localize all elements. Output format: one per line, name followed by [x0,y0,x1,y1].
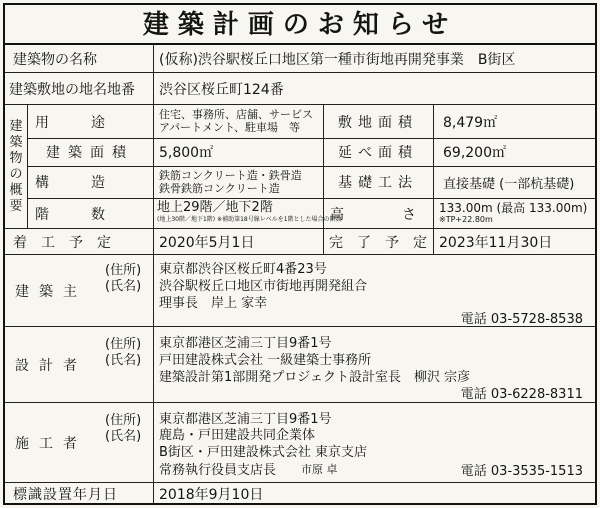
overview-block [5,105,595,229]
contractor-tel: 電話 03-3535-1513 [460,464,583,479]
contractor-branch: B街区・戸田建設株式会社 東京支店 [159,445,368,460]
owner-label: 建築主 [15,284,87,300]
designer-address: 東京都港区芝浦三丁目9番1号 [159,336,332,351]
contractor-name: 鹿島・戸田建設共同企業体 [159,428,316,443]
designer-block: 設計者 (住所) (氏名) 東京都港区芝浦三丁目9番1号 戸田建設株式会社 一級建築士事務所 建築設計第1部開発プロジェクト設計室長 柳沢 宗彦 電話 03-6228-8311 [5,327,595,403]
completion-label: 完 了 予 定 [329,234,427,251]
floors-note: (地上30階／地下1階) ※補助第18号線レベルを1階とした場合の階数 [157,216,342,223]
contractor-address: 東京都港区芝浦三丁目9番1号 [159,412,332,427]
designer-label: 設計者 [15,358,87,374]
row-schedule [5,229,595,255]
row-building-name [5,45,595,73]
designer-tel: 電話 03-6228-8311 [460,387,583,402]
notice-board [3,3,597,505]
height-value: 133.00m (最高 133.00m) ※TP+22.80m [439,201,595,229]
overview-label: 建 築 物 の 概 要 [9,118,23,214]
foundation-label: 基礎工法 [338,175,418,191]
foundation-value: 直接基礎 (一部杭基礎) [443,176,575,192]
start-value: 2020年5月1日 [159,234,255,251]
site-address-value: 渋谷区桜丘町124番 [159,81,284,98]
height-label: 高 さ [330,206,426,223]
owner-name: 渋谷駅桜丘口地区市街地再開発組合 [159,279,368,294]
completion-value: 2023年11月30日 [439,234,553,251]
floors-label: 階 数 [35,206,105,223]
contractor-block: 施工者 (住所) (氏名) 東京都港区芝浦三丁目9番1号 鹿島・戸田建設共同企業体 B街区・戸田建設株式会社 東京支店 常務執行役員支店長 市原 卓 電話 03-3535-1513 [5,403,595,483]
contractor-title: 常務執行役員支店長 [159,463,277,478]
site-area-value: 8,479㎡ [443,114,498,131]
sign-date-label: 標識設置年月日 [13,487,118,503]
building-name-value: (仮称)渋谷駅桜丘口地区第一種市街地再開発事業 B街区 [159,51,516,68]
row-site-address [5,73,595,105]
building-area-label: 建築面積 [46,145,134,161]
site-area-label: 敷地面積 [338,114,418,131]
page-title: 建築計画のお知らせ [5,5,595,45]
row-sign-date [5,483,595,505]
floors-value: 地上29階／地下2階 (地上30階／地下1階) ※補助第18号線レベルを1階とした場合の階数 [157,200,342,223]
sign-date-value: 2018年9月10日 [159,487,264,503]
designer-representative: 建築設計第1部開発プロジェクト設計室長 柳沢 宗彦 [159,370,471,385]
use-label: 用 途 [35,114,105,131]
start-label: 着 工 予 定 [13,234,111,251]
owner-representative: 理事長 岸上 家幸 [159,296,268,311]
total-floor-area-value: 69,200㎡ [443,145,506,161]
owner-block: 建築主 (住所) (氏名) 東京都渋谷区桜丘町4番23号 渋谷駅桜丘口地区市街地再開発組合 理事長 岸上 家幸 電話 03-5728-8538 [5,255,595,327]
building-area-value: 5,800㎡ [159,145,214,161]
contractor-label: 施工者 [15,436,87,452]
contractor-signer: 市原 卓 [301,463,338,476]
structure-value: 鉄筋コンクリート造・鉄骨造 鉄骨鉄筋コンクリート造 [159,169,302,195]
owner-address: 東京都渋谷区桜丘町4番23号 [159,262,327,277]
height-note: ※TP+22.80m [439,215,493,224]
owner-tel: 電話 03-5728-8538 [460,312,583,327]
designer-name: 戸田建設株式会社 一級建築士事務所 [159,353,372,368]
structure-label: 構 造 [35,175,105,191]
total-floor-area-label: 延べ面積 [338,145,418,161]
site-address-label: 建築敷地の地名地番 [9,81,135,98]
use-value: 住宅、事務所、店舗、サービス アパートメント、駐車場 等 [159,108,313,134]
building-name-label: 建築物の名称 [13,51,97,68]
